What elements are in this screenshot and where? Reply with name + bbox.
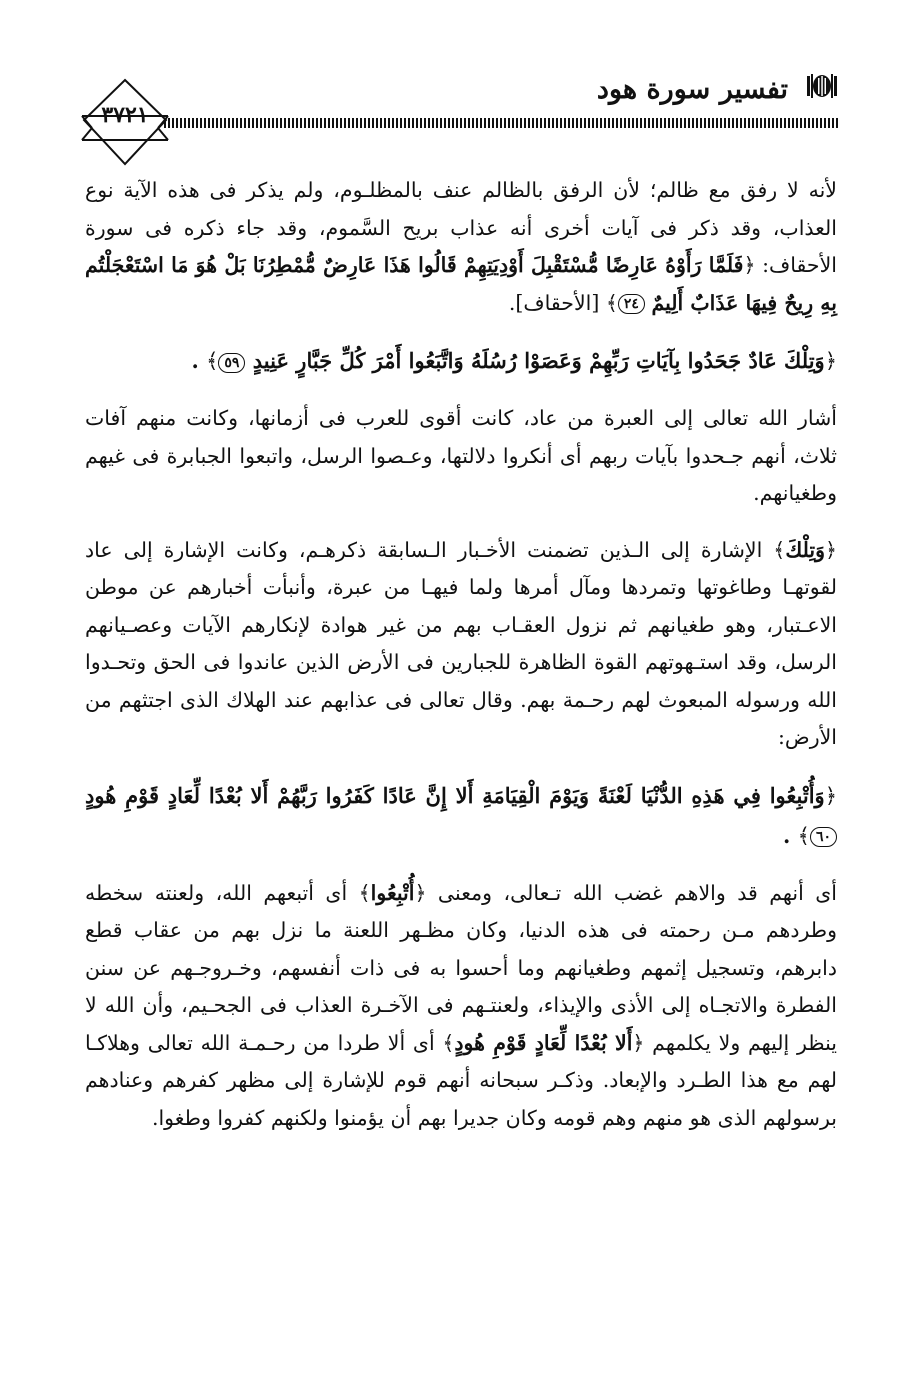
quran-bracket-close: ﴾ xyxy=(358,880,371,905)
paragraph-1 xyxy=(85,172,837,322)
verse-text: وَأُتْبِعُوا فِي هَذِهِ الدُّنْيَا لَعْنَةً وَيَوْمَ الْقِيَامَةِ أَلا إِنَّ عَادًا كَفَرُوا رَبَّهُمْ أَلا بُعْدًا لِّعَادٍ قَوْمِ هُودٍ xyxy=(85,782,825,808)
verse-tail: . xyxy=(191,348,207,373)
quran-bracket-open: ﴿ xyxy=(824,783,837,808)
quran-bracket-open: ﴿ xyxy=(414,880,427,905)
paragraph-text: لأنه لا رفق مع ظالم؛ لأن الرفق بالظالم عنف بالمظلـوم، ولم يذكر فى هذه الآية نوع العذاب، وقد ذكر فى آيات أخرى أنه عذاب بريح السَّموم، وقد جاء ذكره فى سورة الأحقاف: xyxy=(85,178,837,277)
verse-tail: . xyxy=(783,822,798,848)
ayah-number-marker: ٥٩ xyxy=(218,353,245,373)
chapter-title: تفسير سورة هود xyxy=(596,74,788,105)
page-body xyxy=(85,172,837,1156)
ayah-number-marker: ٢٤ xyxy=(618,294,645,314)
paragraph-4 xyxy=(85,875,837,1138)
quran-bracket-close: ﴾ xyxy=(206,349,219,373)
quran-quote: أُتْبِعُوا xyxy=(370,880,415,905)
quran-bracket-close: ﴾ xyxy=(773,537,786,562)
verse-text: وَتِلْكَ عَادٌ جَحَدُوا بِآيَاتِ رَبِّهِمْ وَعَصَوْا رُسُلَهُ وَاتَّبَعُوا أَمْرَ كُلِّ جَبَّارٍ عَنِيدٍ xyxy=(252,348,825,373)
paragraph-text: أى ألا طردا من رحـمـة الله تعالى وهلاكـا لهم مع هذا الطـرد والإبعاد. وذكـر سبحانه أنهم قوم للإشارة إلى مظهر كفرهم وعنادهم برسولهم الذى هو منهم وهم قومه وكان جديرا بهم أن يؤمنوا ولكنهم كفروا وطغوا. xyxy=(85,1030,837,1130)
page-header xyxy=(80,52,840,172)
quran-quote: وَتِلْكَ xyxy=(785,537,825,562)
paragraph-text: أى أتبعهم الله، ولعنته سخطه وطردهم مـن رحمته فى هذه الدنيا، وكان مظـهر اللعنة ما نزل بهم من عقاب قطع دابرهم، وتسجيل إثمهم وطغيانهم وما أحسوا به فى ذات أنفسهم، وخـروجـهم عن سنن الفطرة والاتجـاه إلى الأذى والإيذاء، ولعنتـهم فى الآخـرة العذاب فى الجحـيم، وأن الله لا ينظر إليهم ولا يكلمهم xyxy=(85,880,837,1055)
page-number: ٣٧٢١ xyxy=(101,102,149,128)
paragraph-text: أشار الله تعالى إلى العبرة من عاد، كانت أقوى للعرب فى أزمانها، وكانت منهم آفات ثلاث، أنهم جـحدوا بآيات ربهم أى أنكروا دلالتها، وعـصوا الرسل، واتبعوا الجبابرة فى غيهم وطغيانهم. xyxy=(85,406,837,505)
quran-quote: فَلَمَّا رَأَوْهُ عَارِضًا مُّسْتَقْبِلَ أَوْدِيَتِهِمْ قَالُوا هَذَا عَارِضٌ مُّمْطِرُنَا بَلْ هُوَ مَا اسْتَعْجَلْتُم بِهِ رِيحٌ فِيهَا عَذَابٌ أَلِيمٌ xyxy=(85,253,837,315)
quran-quote: أَلا بُعْدًا لِّعَادٍ قَوْمِ هُودٍ xyxy=(454,1030,633,1055)
quran-bracket-open: ﴿ xyxy=(743,253,756,277)
quran-bracket-open: ﴿ xyxy=(632,1030,645,1055)
quran-bracket-close: ﴾ xyxy=(797,823,810,848)
quran-bracket-close: ﴾ xyxy=(605,290,618,315)
verse-60 xyxy=(85,776,837,856)
ayah-number-marker: ٦٠ xyxy=(810,827,837,847)
quran-bracket-open: ﴿ xyxy=(824,349,837,373)
paragraph-2 xyxy=(85,400,837,513)
quran-bracket-close: ﴾ xyxy=(442,1030,455,1055)
flower-ornament-icon xyxy=(804,70,840,102)
header-rule xyxy=(164,118,840,128)
verse-59 xyxy=(85,341,837,381)
paragraph-text: أى أنهم قد والاهم غضب الله تـعالى، ومعنى xyxy=(426,880,837,905)
paragraph-3 xyxy=(85,532,837,757)
surah-reference: [الأحقاف]. xyxy=(508,290,606,315)
paragraph-text: الإشارة إلى الـذين تضمنت الأخـبار الـسابقة ذكرهـم، وكانت الإشارة إلى عاد لقوتهـا وطاغوتها وتمردها ومآل أمرها ولما فيهـا من عبرة، وأنبأت أخبارهم عن موطن الاعـتبار، وهو طغيانهم ثم نزول العقـاب بهم من غير هوادة لإنكارهم الآيات وعصـيانهم الرسل، وقد استـهوتهم القوة الظاهرة للجبارين فى الأرض الذين عاندوا فى الحق وتحـدوا الله ورسوله المبعوث لهم رحـمة بهم. وقال تعالى فى عذابهم عند الهلاك الذى اجتثهم من الأرض: xyxy=(85,537,837,749)
quran-bracket-open: ﴿ xyxy=(824,537,837,562)
